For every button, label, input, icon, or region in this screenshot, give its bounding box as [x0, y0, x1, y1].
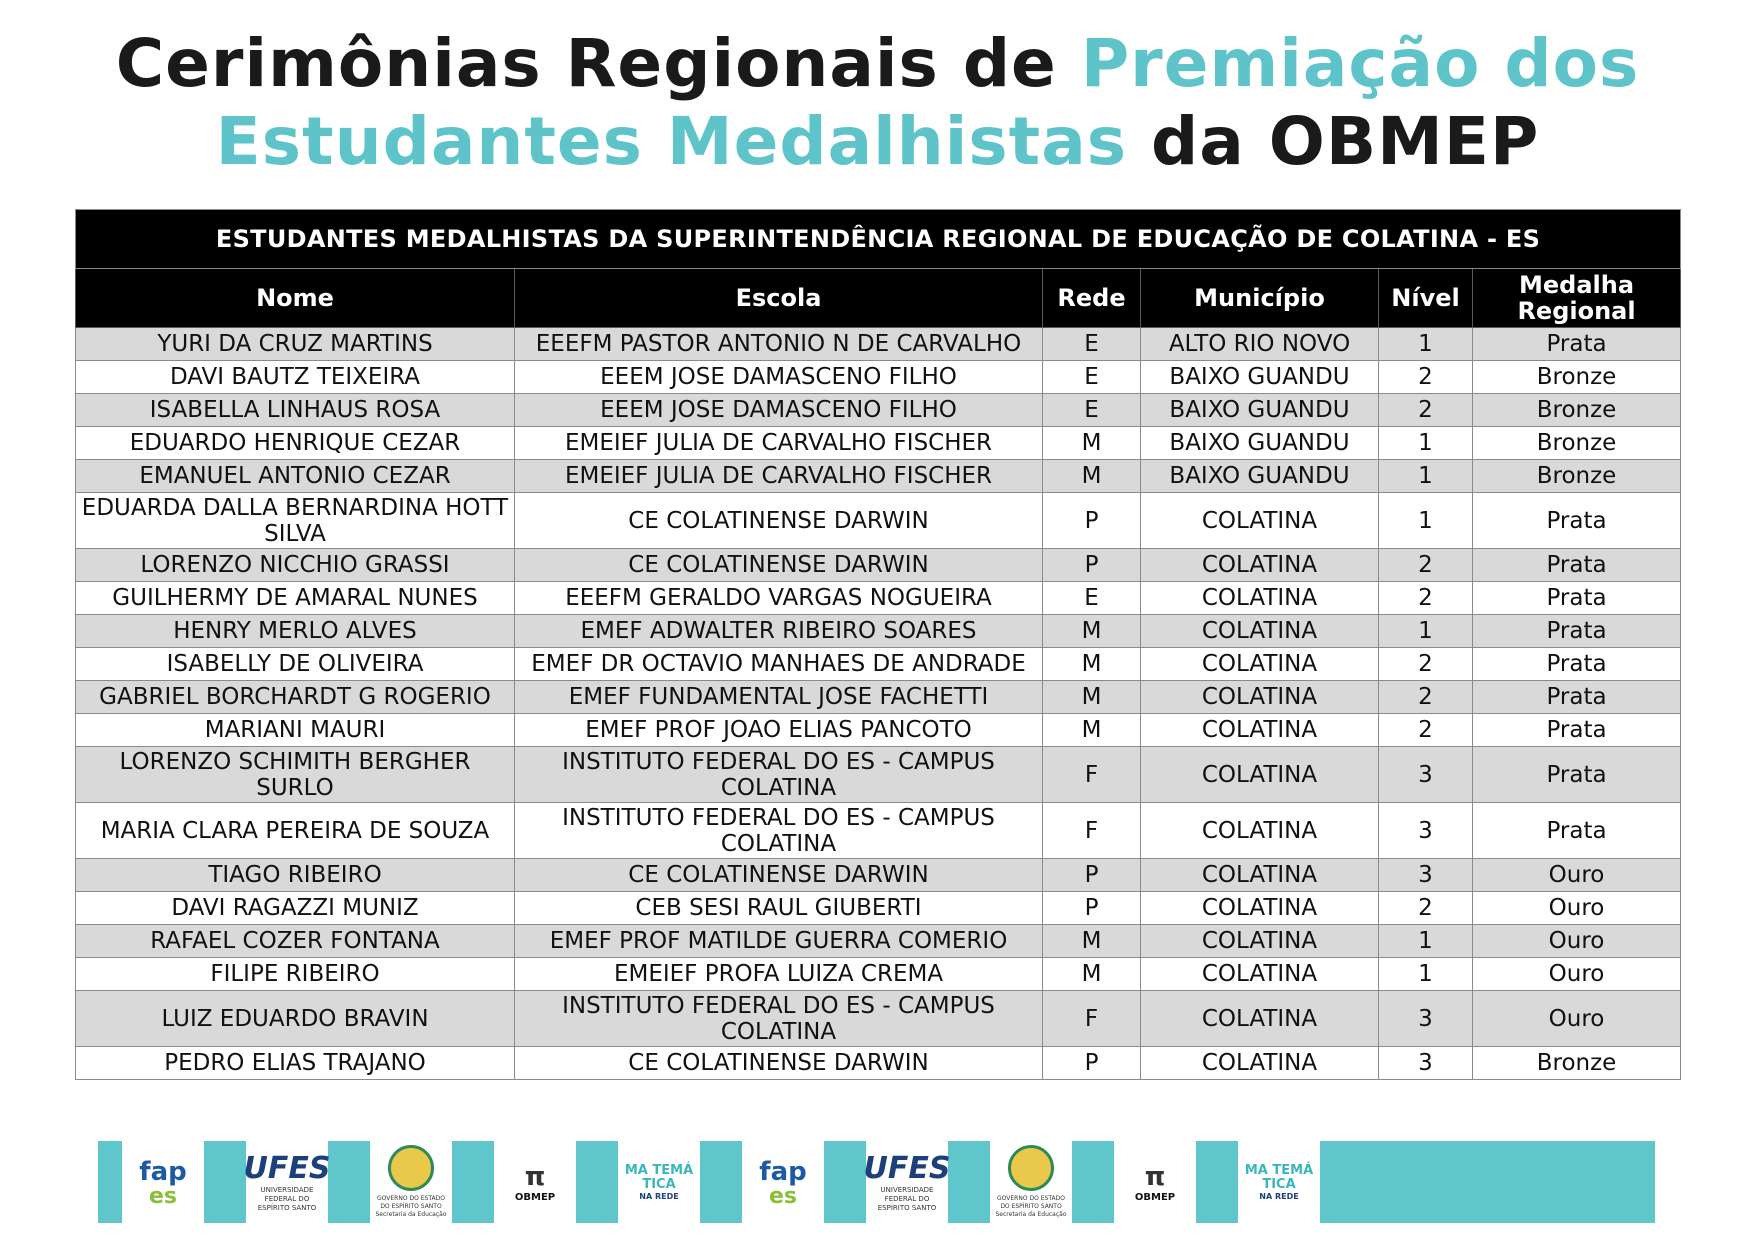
- cell-nivel: 3: [1379, 1047, 1473, 1080]
- logo-sub: es: [148, 1184, 177, 1209]
- cell-nivel: 3: [1379, 803, 1473, 859]
- cell-medalha: Bronze: [1473, 1047, 1681, 1080]
- cell-escola: CE COLATINENSE DARWIN: [515, 549, 1043, 582]
- cell-nivel: 3: [1379, 859, 1473, 892]
- logo-brand: OBMEP: [514, 1191, 556, 1203]
- logo-mark: MA TEMÁ TICA: [624, 1162, 694, 1192]
- logo-mark: π: [524, 1161, 546, 1192]
- table-row: [76, 714, 1681, 747]
- logo-gov: [370, 1141, 452, 1223]
- column-header-nivel: Nível: [1379, 269, 1473, 328]
- cell-nivel: 2: [1379, 648, 1473, 681]
- cell-escola: INSTITUTO FEDERAL DO ES - CAMPUS COLATINA: [515, 747, 1043, 803]
- table-row: [76, 549, 1681, 582]
- cell-nome: GUILHERMY DE AMARAL NUNES: [76, 582, 515, 615]
- table-row: [76, 747, 1681, 803]
- cell-nivel: 2: [1379, 394, 1473, 427]
- cell-municipio: COLATINA: [1141, 714, 1379, 747]
- logo-caption: GOVERNO DO ESTADO DO ESPÍRITO SANTO Secretaria da Educação: [995, 1195, 1067, 1218]
- cell-nome: TIAGO RIBEIRO: [76, 859, 515, 892]
- cell-municipio: BAIXO GUANDU: [1141, 394, 1379, 427]
- cell-rede: M: [1043, 958, 1141, 991]
- cell-escola: EEEM JOSE DAMASCENO FILHO: [515, 361, 1043, 394]
- title-part-accent: Premiação dos: [1080, 25, 1640, 102]
- cell-nome: LORENZO NICCHIO GRASSI: [76, 549, 515, 582]
- cell-escola: CE COLATINENSE DARWIN: [515, 859, 1043, 892]
- cell-escola: INSTITUTO FEDERAL DO ES - CAMPUS COLATINA: [515, 991, 1043, 1047]
- cell-municipio: COLATINA: [1141, 615, 1379, 648]
- cell-municipio: ALTO RIO NOVO: [1141, 328, 1379, 361]
- cell-municipio: COLATINA: [1141, 648, 1379, 681]
- logo-mark: MA TEMÁ TICA: [1244, 1162, 1314, 1192]
- cell-rede: P: [1043, 493, 1141, 549]
- table-row: [76, 1047, 1681, 1080]
- cell-municipio: COLATINA: [1141, 582, 1379, 615]
- page-title-line-2: [0, 103, 1755, 181]
- cell-rede: F: [1043, 803, 1141, 859]
- cell-nome: GABRIEL BORCHARDT G ROGERIO: [76, 681, 515, 714]
- cell-medalha: Bronze: [1473, 361, 1681, 394]
- cell-nome: DAVI RAGAZZI MUNIZ: [76, 892, 515, 925]
- logo-sub: es: [768, 1184, 797, 1209]
- cell-rede: P: [1043, 892, 1141, 925]
- medalists-table: [75, 209, 1681, 1080]
- logo-mark: fap: [759, 1157, 807, 1187]
- state-emblem-icon: [1008, 1145, 1054, 1191]
- cell-escola: EMEF ADWALTER RIBEIRO SOARES: [515, 615, 1043, 648]
- cell-nome: DAVI BAUTZ TEIXEIRA: [76, 361, 515, 394]
- cell-rede: E: [1043, 582, 1141, 615]
- table-row: [76, 859, 1681, 892]
- cell-nivel: 2: [1379, 582, 1473, 615]
- table-row: [76, 803, 1681, 859]
- table-row: [76, 925, 1681, 958]
- cell-rede: E: [1043, 394, 1141, 427]
- cell-nome: EMANUEL ANTONIO CEZAR: [76, 460, 515, 493]
- cell-nivel: 1: [1379, 460, 1473, 493]
- cell-medalha: Prata: [1473, 615, 1681, 648]
- cell-medalha: Ouro: [1473, 892, 1681, 925]
- state-emblem-icon: [388, 1145, 434, 1191]
- title-part-accent: Estudantes Medalhistas: [215, 103, 1128, 180]
- column-header-rede: Rede: [1043, 269, 1141, 328]
- cell-nivel: 1: [1379, 427, 1473, 460]
- table-row: [76, 991, 1681, 1047]
- cell-rede: E: [1043, 328, 1141, 361]
- cell-nivel: 2: [1379, 681, 1473, 714]
- table-row: [76, 427, 1681, 460]
- cell-escola: EMEF FUNDAMENTAL JOSE FACHETTI: [515, 681, 1043, 714]
- cell-nivel: 2: [1379, 549, 1473, 582]
- cell-medalha: Prata: [1473, 328, 1681, 361]
- cell-municipio: COLATINA: [1141, 1047, 1379, 1080]
- cell-nome: ISABELLA LINHAUS ROSA: [76, 394, 515, 427]
- cell-nivel: 2: [1379, 361, 1473, 394]
- cell-municipio: COLATINA: [1141, 892, 1379, 925]
- cell-medalha: Bronze: [1473, 394, 1681, 427]
- logo-caption: GOVERNO DO ESTADO DO ESPÍRITO SANTO Secretaria da Educação: [375, 1195, 447, 1218]
- cell-nome: RAFAEL COZER FONTANA: [76, 925, 515, 958]
- cell-medalha: Prata: [1473, 803, 1681, 859]
- table-row: [76, 493, 1681, 549]
- cell-medalha: Ouro: [1473, 925, 1681, 958]
- cell-escola: CE COLATINENSE DARWIN: [515, 1047, 1043, 1080]
- table-row: [76, 615, 1681, 648]
- column-header-escola: Escola: [515, 269, 1043, 328]
- cell-nivel: 2: [1379, 892, 1473, 925]
- cell-medalha: Prata: [1473, 493, 1681, 549]
- cell-nome: EDUARDO HENRIQUE CEZAR: [76, 427, 515, 460]
- cell-municipio: COLATINA: [1141, 747, 1379, 803]
- page-title-line-1: [0, 25, 1755, 103]
- cell-nome: LUIZ EDUARDO BRAVIN: [76, 991, 515, 1047]
- cell-nome: MARIA CLARA PEREIRA DE SOUZA: [76, 803, 515, 859]
- column-header-municipio: Município: [1141, 269, 1379, 328]
- logo-gov: [990, 1141, 1072, 1223]
- cell-nome: FILIPE RIBEIRO: [76, 958, 515, 991]
- logo-mark: UFES: [863, 1151, 951, 1186]
- cell-escola: CE COLATINENSE DARWIN: [515, 493, 1043, 549]
- cell-medalha: Ouro: [1473, 958, 1681, 991]
- logo-obmep: [494, 1141, 576, 1223]
- cell-rede: F: [1043, 747, 1141, 803]
- cell-nivel: 1: [1379, 615, 1473, 648]
- cell-escola: EEEFM PASTOR ANTONIO N DE CARVALHO: [515, 328, 1043, 361]
- logo-ufes: [243, 1141, 331, 1223]
- cell-medalha: Prata: [1473, 648, 1681, 681]
- logo-mark: fap: [139, 1157, 187, 1187]
- cell-nome: HENRY MERLO ALVES: [76, 615, 515, 648]
- logo-brand: OBMEP: [1134, 1191, 1176, 1203]
- cell-nome: YURI DA CRUZ MARTINS: [76, 328, 515, 361]
- cell-nivel: 1: [1379, 328, 1473, 361]
- cell-rede: P: [1043, 1047, 1141, 1080]
- logo-obmep: [1114, 1141, 1196, 1223]
- cell-nivel: 2: [1379, 714, 1473, 747]
- logo-mat: [618, 1141, 700, 1223]
- cell-rede: M: [1043, 648, 1141, 681]
- cell-escola: CEB SESI RAUL GIUBERTI: [515, 892, 1043, 925]
- table-row: [76, 958, 1681, 991]
- cell-rede: M: [1043, 681, 1141, 714]
- cell-rede: M: [1043, 714, 1141, 747]
- logo-caption: UNIVERSIDADE FEDERAL DO ESPÍRITO SANTO: [257, 1186, 317, 1212]
- cell-medalha: Prata: [1473, 582, 1681, 615]
- cell-rede: E: [1043, 361, 1141, 394]
- logo-sub: NA REDE: [639, 1191, 679, 1201]
- cell-nivel: 3: [1379, 991, 1473, 1047]
- cell-medalha: Bronze: [1473, 460, 1681, 493]
- cell-medalha: Prata: [1473, 714, 1681, 747]
- cell-escola: EMEF PROF JOAO ELIAS PANCOTO: [515, 714, 1043, 747]
- cell-escola: EEEM JOSE DAMASCENO FILHO: [515, 394, 1043, 427]
- title-part-dark: da OBMEP: [1127, 103, 1540, 180]
- cell-medalha: Ouro: [1473, 859, 1681, 892]
- logo-mark: π: [1144, 1161, 1166, 1192]
- cell-rede: M: [1043, 925, 1141, 958]
- cell-nivel: 1: [1379, 493, 1473, 549]
- table-body: [76, 328, 1681, 1080]
- logo-mark: UFES: [243, 1151, 331, 1186]
- cell-rede: F: [1043, 991, 1141, 1047]
- table-row: [76, 394, 1681, 427]
- cell-nome: EDUARDA DALLA BERNARDINA HOTT SILVA: [76, 493, 515, 549]
- table-row: [76, 892, 1681, 925]
- cell-municipio: COLATINA: [1141, 859, 1379, 892]
- cell-municipio: COLATINA: [1141, 493, 1379, 549]
- cell-medalha: Ouro: [1473, 991, 1681, 1047]
- cell-rede: M: [1043, 460, 1141, 493]
- logo-fapes: [742, 1141, 824, 1223]
- logo-caption: UNIVERSIDADE FEDERAL DO ESPÍRITO SANTO: [877, 1186, 937, 1212]
- table-row: [76, 361, 1681, 394]
- cell-rede: M: [1043, 427, 1141, 460]
- cell-escola: EMEIEF JULIA DE CARVALHO FISCHER: [515, 460, 1043, 493]
- cell-nome: PEDRO ELIAS TRAJANO: [76, 1047, 515, 1080]
- table-row: [76, 648, 1681, 681]
- table-banner: ESTUDANTES MEDALHISTAS DA SUPERINTENDÊNCIA REGIONAL DE EDUCAÇÃO DE COLATINA - ES: [76, 210, 1681, 269]
- cell-escola: EMEIEF PROFA LUIZA CREMA: [515, 958, 1043, 991]
- table-row: [76, 460, 1681, 493]
- cell-municipio: COLATINA: [1141, 991, 1379, 1047]
- cell-escola: EMEIEF JULIA DE CARVALHO FISCHER: [515, 427, 1043, 460]
- table-header-row: [76, 269, 1681, 328]
- title-part-dark: Cerimônias Regionais de: [115, 25, 1081, 102]
- sponsor-logo-strip: [98, 1141, 1655, 1223]
- table-row: [76, 328, 1681, 361]
- cell-nivel: 3: [1379, 747, 1473, 803]
- cell-nome: MARIANI MAURI: [76, 714, 515, 747]
- column-header-medalha: Medalha Regional: [1473, 269, 1681, 328]
- cell-escola: INSTITUTO FEDERAL DO ES - CAMPUS COLATINA: [515, 803, 1043, 859]
- cell-municipio: COLATINA: [1141, 958, 1379, 991]
- cell-nivel: 1: [1379, 958, 1473, 991]
- cell-medalha: Bronze: [1473, 427, 1681, 460]
- cell-nome: LORENZO SCHIMITH BERGHER SURLO: [76, 747, 515, 803]
- cell-municipio: COLATINA: [1141, 925, 1379, 958]
- column-header-nome: Nome: [76, 269, 515, 328]
- logo-mat: [1238, 1141, 1320, 1223]
- cell-municipio: COLATINA: [1141, 549, 1379, 582]
- cell-escola: EMEF PROF MATILDE GUERRA COMERIO: [515, 925, 1043, 958]
- cell-municipio: COLATINA: [1141, 803, 1379, 859]
- cell-nivel: 1: [1379, 925, 1473, 958]
- cell-municipio: BAIXO GUANDU: [1141, 427, 1379, 460]
- cell-nome: ISABELLY DE OLIVEIRA: [76, 648, 515, 681]
- cell-medalha: Prata: [1473, 681, 1681, 714]
- cell-municipio: BAIXO GUANDU: [1141, 361, 1379, 394]
- table-row: [76, 582, 1681, 615]
- cell-rede: P: [1043, 859, 1141, 892]
- logo-sub: NA REDE: [1259, 1191, 1299, 1201]
- cell-municipio: COLATINA: [1141, 681, 1379, 714]
- cell-medalha: Prata: [1473, 549, 1681, 582]
- cell-municipio: BAIXO GUANDU: [1141, 460, 1379, 493]
- cell-medalha: Prata: [1473, 747, 1681, 803]
- logo-fapes: [122, 1141, 204, 1223]
- cell-escola: EMEF DR OCTAVIO MANHAES DE ANDRADE: [515, 648, 1043, 681]
- cell-rede: M: [1043, 615, 1141, 648]
- table-row: [76, 681, 1681, 714]
- cell-rede: P: [1043, 549, 1141, 582]
- cell-escola: EEEFM GERALDO VARGAS NOGUEIRA: [515, 582, 1043, 615]
- logo-ufes: [863, 1141, 951, 1223]
